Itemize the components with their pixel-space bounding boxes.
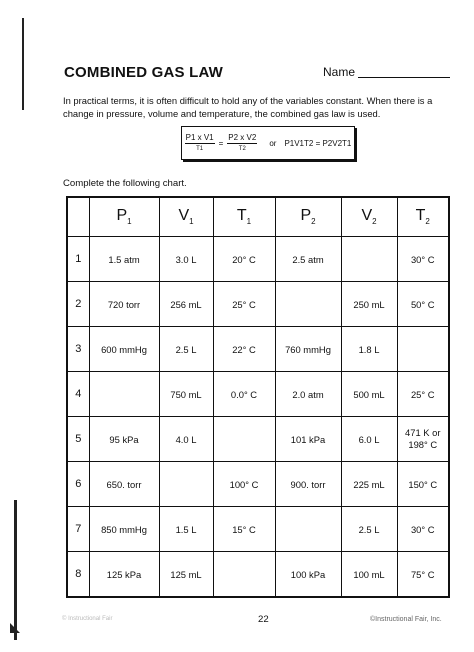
row-number: 2 (67, 282, 89, 327)
header-subscript: 1 (127, 217, 132, 227)
table-cell: 1.5 L (159, 507, 213, 552)
table-row (67, 462, 449, 507)
table-cell: 15° C (213, 507, 275, 552)
blank-answer-cell[interactable] (341, 237, 397, 282)
row-number: 5 (67, 417, 89, 462)
chart-header-row (67, 197, 449, 237)
table-row (67, 327, 449, 372)
table-row (67, 237, 449, 282)
header-symbol: V (178, 207, 190, 225)
blank-answer-cell[interactable] (275, 282, 341, 327)
table-cell: 600 mmHg (89, 327, 159, 372)
table-cell: 100 mL (341, 552, 397, 598)
header-subscript: 1 (189, 217, 194, 227)
table-cell: 75° C (397, 552, 449, 598)
row-number: 4 (67, 372, 89, 417)
header-subscript: 1 (246, 217, 252, 227)
formula-right-denominator: T2 (238, 145, 246, 152)
blank-answer-cell[interactable] (159, 462, 213, 507)
footer-publisher: ©Instructional Fair, Inc. (370, 616, 442, 623)
table-cell: 1.5 atm (89, 237, 159, 282)
intro-paragraph: In practical terms, it is often difficult to hold any of the variables constant. When there is a change in pressure, volume and temperature, the combined gas law is used. (63, 95, 433, 119)
header-t2 (397, 197, 449, 237)
header-p1 (89, 197, 159, 237)
chart-instruction: Complete the following chart. (63, 178, 187, 189)
table-cell: 20° C (213, 237, 275, 282)
table-cell: 150° C (397, 462, 449, 507)
table-cell: 25° C (213, 282, 275, 327)
table-cell: 125 kPa (89, 552, 159, 598)
table-cell: 760 mmHg (275, 327, 341, 372)
formula-left-denominator: T1 (196, 145, 204, 152)
table-cell: 1.8 L (341, 327, 397, 372)
table-cell: 95 kPa (89, 417, 159, 462)
table-row (67, 372, 449, 417)
table-cell: 650. torr (89, 462, 159, 507)
table-cell: 250 mL (341, 282, 397, 327)
margin-line (14, 500, 17, 640)
blank-answer-cell[interactable] (89, 372, 159, 417)
table-cell: 0.0° C (213, 372, 275, 417)
header-symbol: T (236, 207, 247, 225)
table-cell: 750 mL (159, 372, 213, 417)
table-cell: 720 torr (89, 282, 159, 327)
table-cell: 125 mL (159, 552, 213, 598)
header-v2 (341, 197, 397, 237)
formula-right-numerator: P2 x V2 (228, 132, 257, 142)
table-cell: 471 K or 198° C (397, 417, 449, 462)
header-symbol: T (415, 207, 426, 225)
header-row-number (67, 197, 89, 237)
formula-right-fraction (227, 133, 257, 154)
row-number: 7 (67, 507, 89, 552)
header-subscript: 2 (425, 217, 430, 227)
header-symbol: P (116, 207, 128, 225)
formula-or: or (269, 138, 277, 148)
table-cell: 100 kPa (275, 552, 341, 598)
row-number: 3 (67, 327, 89, 372)
header-p2 (275, 197, 341, 237)
table-cell: 256 mL (159, 282, 213, 327)
formula-box (181, 126, 355, 160)
table-cell: 900. torr (275, 462, 341, 507)
formula-left-numerator: P1 x V1 (185, 132, 214, 142)
table-cell: 225 mL (341, 462, 397, 507)
footer-publisher-faint: © Instructional Fair (62, 616, 113, 622)
header-symbol: V (361, 207, 373, 225)
table-cell: 3.0 L (159, 237, 213, 282)
formula-left-fraction (185, 133, 215, 154)
table-cell: 2.0 atm (275, 372, 341, 417)
row-number: 6 (67, 462, 89, 507)
gas-law-chart (66, 196, 450, 598)
table-cell: 4.0 L (159, 417, 213, 462)
name-label: Name (323, 65, 356, 79)
header-t1 (213, 197, 275, 237)
table-cell: 2.5 L (341, 507, 397, 552)
header-symbol: P (300, 207, 312, 225)
blank-answer-cell[interactable] (397, 327, 449, 372)
name-blank-line[interactable] (358, 77, 450, 78)
blank-answer-cell[interactable] (213, 417, 275, 462)
worksheet-title: COMBINED GAS LAW (64, 64, 224, 81)
row-number: 8 (67, 552, 89, 598)
blank-answer-cell[interactable] (213, 552, 275, 598)
formula-alternate: P1V1T2 = P2V2T1 (284, 138, 352, 148)
table-row (67, 282, 449, 327)
table-cell: 100° C (213, 462, 275, 507)
table-cell: 50° C (397, 282, 449, 327)
formula-equals: = (218, 138, 224, 148)
header-subscript: 2 (372, 217, 377, 227)
table-row (67, 552, 449, 598)
table-cell: 30° C (397, 237, 449, 282)
table-cell: 500 mL (341, 372, 397, 417)
table-cell: 2.5 atm (275, 237, 341, 282)
header-v1 (159, 197, 213, 237)
page-number: 22 (258, 614, 269, 625)
row-number: 1 (67, 237, 89, 282)
blank-answer-cell[interactable] (275, 507, 341, 552)
table-cell: 25° C (397, 372, 449, 417)
table-cell: 850 mmHg (89, 507, 159, 552)
corner-mark (10, 623, 20, 633)
table-cell: 30° C (397, 507, 449, 552)
margin-line (22, 18, 24, 110)
table-cell: 6.0 L (341, 417, 397, 462)
table-cell: 22° C (213, 327, 275, 372)
table-row (67, 507, 449, 552)
table-cell: 2.5 L (159, 327, 213, 372)
table-cell: 101 kPa (275, 417, 341, 462)
table-row (67, 417, 449, 462)
header-subscript: 2 (311, 217, 316, 227)
